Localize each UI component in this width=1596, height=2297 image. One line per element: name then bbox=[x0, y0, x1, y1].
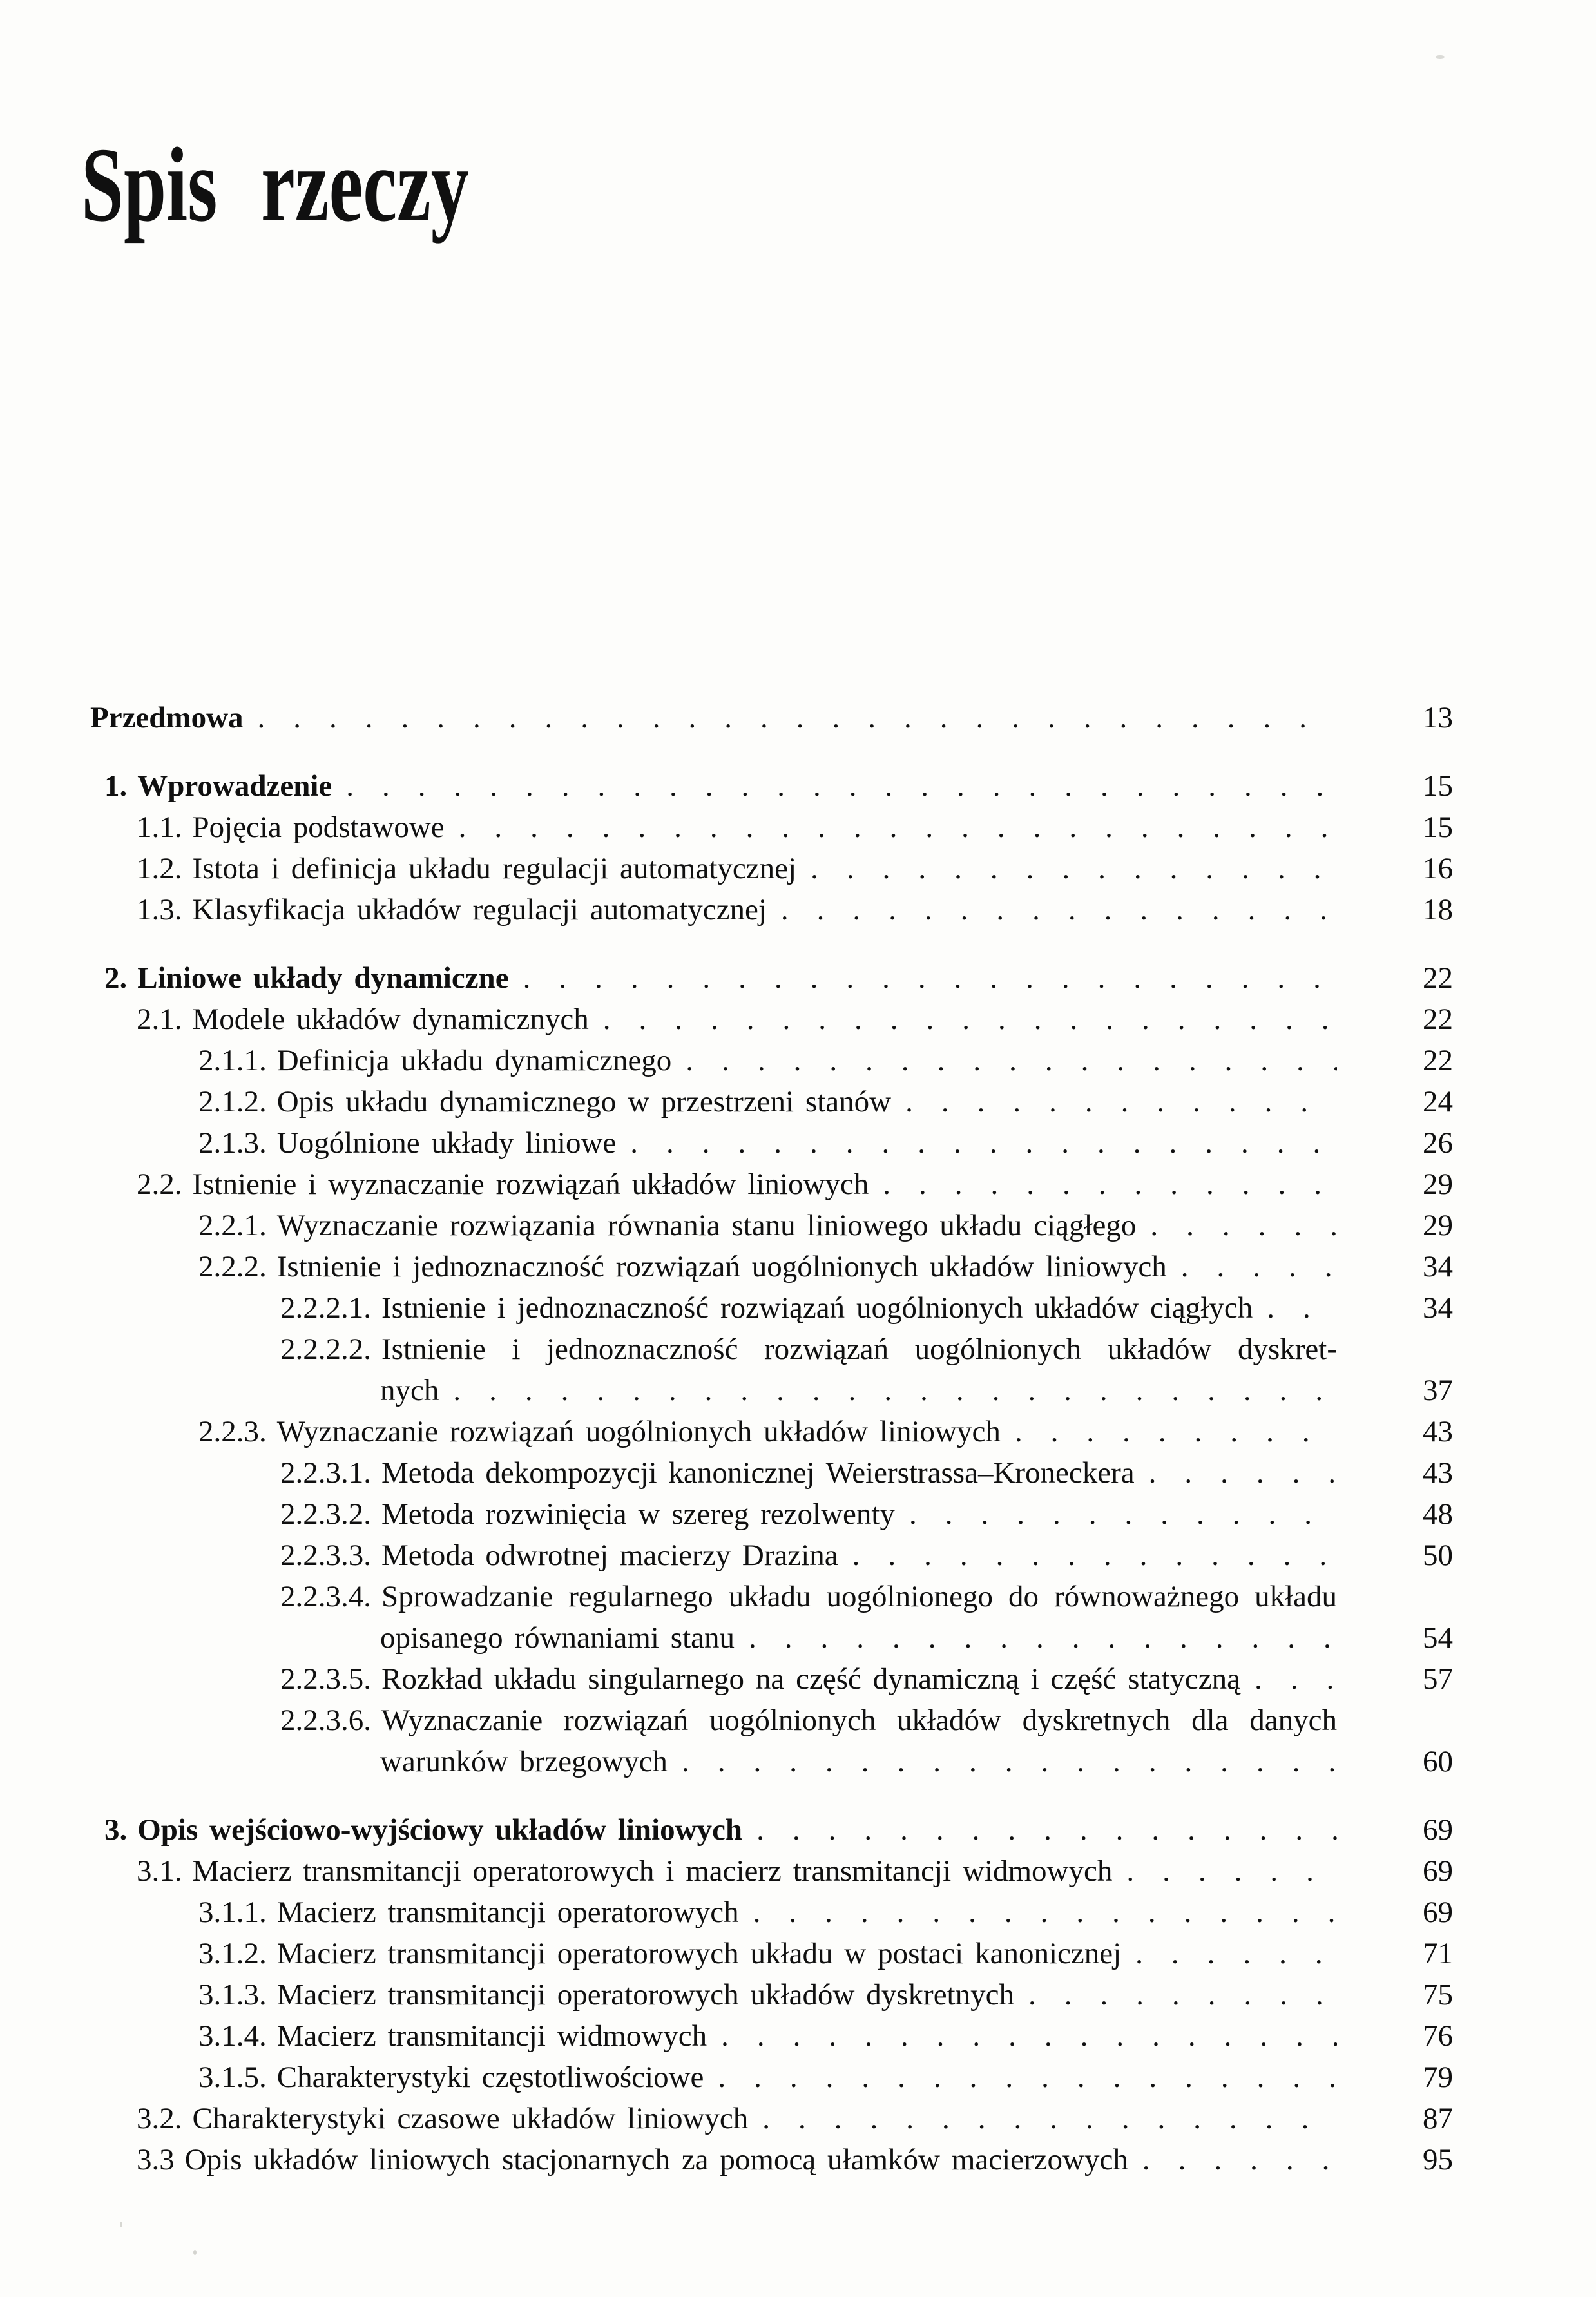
page-number: 43 bbox=[1423, 1456, 1453, 1490]
dot-leader bbox=[739, 1892, 1337, 1933]
entry-label: Istnienie i jednoznaczność rozwiązań uogólnionych układów ciągłych bbox=[381, 1291, 1253, 1325]
entry-number: 2.1.1. bbox=[198, 1044, 267, 1077]
entry-number: 1. bbox=[104, 769, 128, 803]
dot-leader bbox=[707, 2015, 1337, 2057]
page-number: 22 bbox=[1423, 1044, 1453, 1077]
page-number: 60 bbox=[1423, 1745, 1453, 1778]
page-number: 75 bbox=[1423, 1978, 1453, 2012]
page-number: 22 bbox=[1423, 1003, 1453, 1036]
page-number: 95 bbox=[1423, 2143, 1453, 2177]
dot-leader bbox=[332, 765, 1337, 807]
entry-label-continuation: nych bbox=[380, 1374, 439, 1407]
entry-label-continuation: warunków brzegowych bbox=[380, 1745, 668, 1778]
page-number: 34 bbox=[1423, 1291, 1453, 1325]
entry-number: 2.2.3.4. bbox=[280, 1580, 371, 1613]
page-number: 37 bbox=[1423, 1374, 1453, 1407]
entry-number: 3.1.5. bbox=[198, 2061, 267, 2094]
toc-entry bbox=[90, 1081, 1453, 1122]
entry-label: Wyznaczanie rozwiązania równania stanu liniowego układu ciągłego bbox=[276, 1209, 1137, 1242]
entry-number: 2.2.3.3. bbox=[280, 1539, 371, 1572]
entry-label: Opis układu dynamicznego w przestrzeni stanów bbox=[276, 1085, 892, 1119]
entry-label: Wyznaczanie rozwiązań uogólnionych układów liniowych bbox=[276, 1415, 1001, 1448]
entry-label: Wprowadzenie bbox=[137, 769, 332, 803]
page-number: 76 bbox=[1423, 2019, 1453, 2053]
entry-label: Metoda rozwinięcia w szereg rezolwenty bbox=[381, 1497, 895, 1531]
entry-label: Metoda dekompozycji kanonicznej Weierstrassa–Kroneckera bbox=[381, 1456, 1135, 1490]
table-of-contents bbox=[90, 697, 1453, 2180]
entry-label: Opis układów liniowych stacjonarnych za pomocą ułamków macierzowych bbox=[184, 2143, 1128, 2177]
entry-label: Istnienie i wyznaczanie rozwiązań układów liniowych bbox=[192, 1168, 869, 1201]
scan-artifact bbox=[193, 2250, 197, 2255]
toc-entry bbox=[90, 807, 1453, 848]
dot-leader bbox=[1136, 1205, 1337, 1246]
dot-leader bbox=[796, 848, 1337, 889]
page-number: 34 bbox=[1423, 1250, 1453, 1283]
entry-number: 3.3 bbox=[137, 2143, 175, 2177]
toc-entry bbox=[90, 1658, 1453, 1700]
entry-number: 2.2.3.1. bbox=[280, 1456, 371, 1490]
page-number: 54 bbox=[1423, 1621, 1453, 1655]
page-number: 71 bbox=[1423, 1937, 1453, 1970]
toc-entry bbox=[90, 889, 1453, 930]
dot-leader bbox=[1014, 1974, 1337, 2015]
toc-entry bbox=[90, 1535, 1453, 1576]
entry-number: 2.2.2.1. bbox=[280, 1291, 371, 1325]
entry-label: Definicja układu dynamicznego bbox=[276, 1044, 672, 1077]
page-number: 79 bbox=[1423, 2061, 1453, 2094]
toc-entry bbox=[90, 1164, 1453, 1205]
toc-entry bbox=[90, 2057, 1453, 2098]
entry-label: Liniowe układy dynamiczne bbox=[137, 961, 509, 995]
entry-label: Istota i definicja układu regulacji automatycznej bbox=[192, 852, 797, 885]
entry-label: Modele układów dynamicznych bbox=[192, 1003, 589, 1036]
page-number: 24 bbox=[1423, 1085, 1453, 1119]
toc-entry bbox=[90, 1700, 1453, 1741]
dot-leader bbox=[1112, 1850, 1337, 1892]
dot-leader bbox=[1240, 1658, 1337, 1700]
dot-leader bbox=[668, 1741, 1337, 1782]
dot-leader bbox=[767, 889, 1337, 930]
toc-entry bbox=[90, 1411, 1453, 1452]
toc-entry bbox=[90, 2015, 1453, 2057]
page-number: 16 bbox=[1423, 852, 1453, 885]
toc-entry bbox=[90, 2139, 1453, 2180]
dot-leader bbox=[671, 1040, 1337, 1081]
entry-number: 2.2.1. bbox=[198, 1209, 267, 1242]
entry-number: 3.1.3. bbox=[198, 1978, 267, 2012]
toc-entry bbox=[90, 1287, 1453, 1329]
page-number: 22 bbox=[1423, 961, 1453, 995]
dot-leader bbox=[1167, 1246, 1337, 1287]
toc-entry bbox=[90, 999, 1453, 1040]
page-number: 69 bbox=[1423, 1896, 1453, 1929]
page-number: 69 bbox=[1423, 1813, 1453, 1847]
dot-leader bbox=[1128, 2139, 1337, 2180]
dot-leader bbox=[838, 1535, 1337, 1576]
entry-number: 3.1.1. bbox=[198, 1896, 267, 1929]
toc-entry bbox=[90, 1850, 1453, 1892]
entry-label: Istnienie i jednoznaczność rozwiązań uogólnionych układów liniowych bbox=[276, 1250, 1167, 1283]
page-number: 18 bbox=[1423, 893, 1453, 927]
entry-number: 3.2. bbox=[137, 2102, 182, 2135]
page-number: 48 bbox=[1423, 1497, 1453, 1531]
entry-label-continuation: opisanego równaniami stanu bbox=[380, 1621, 735, 1655]
toc-entry bbox=[90, 1452, 1453, 1494]
toc-entry-continuation bbox=[90, 1617, 1453, 1658]
toc-entry bbox=[90, 1933, 1453, 1974]
toc-entry bbox=[90, 1122, 1453, 1164]
dot-leader bbox=[1121, 1933, 1337, 1974]
toc-entry bbox=[90, 1974, 1453, 2015]
dot-leader bbox=[869, 1164, 1337, 1205]
entry-label: Opis wejściowo-wyjściowy układów liniowych bbox=[137, 1813, 743, 1847]
entry-label: Klasyfikacja układów regulacji automatycznej bbox=[192, 893, 767, 927]
entry-label: Pojęcia podstawowe bbox=[192, 811, 445, 844]
toc-entry bbox=[90, 2098, 1453, 2139]
toc-entry bbox=[90, 1246, 1453, 1287]
toc-entry bbox=[90, 765, 1453, 807]
toc-entry bbox=[90, 1329, 1453, 1370]
page-number: 50 bbox=[1423, 1539, 1453, 1572]
dot-leader bbox=[244, 697, 1337, 738]
toc-entry-continuation bbox=[90, 1370, 1453, 1411]
entry-number: 2.1.3. bbox=[198, 1126, 267, 1160]
dot-leader bbox=[445, 807, 1337, 848]
scan-artifact bbox=[1436, 55, 1445, 59]
toc-entry bbox=[90, 957, 1453, 999]
dot-leader bbox=[748, 2098, 1337, 2139]
toc-entry bbox=[90, 1205, 1453, 1246]
entry-label: Istnienie i jednoznaczność rozwiązań uogólnionych układów dyskret- bbox=[381, 1332, 1337, 1366]
entry-label: Macierz transmitancji widmowych bbox=[276, 2019, 707, 2053]
page-number: 57 bbox=[1423, 1662, 1453, 1696]
entry-label: Macierz transmitancji operatorowych bbox=[276, 1896, 739, 1929]
dot-leader bbox=[439, 1370, 1337, 1411]
entry-number: 3.1.2. bbox=[198, 1937, 267, 1970]
toc-entry bbox=[90, 1892, 1453, 1933]
page-number: 87 bbox=[1423, 2102, 1453, 2135]
dot-leader bbox=[509, 957, 1337, 999]
dot-leader bbox=[589, 999, 1337, 1040]
toc-entry bbox=[90, 1494, 1453, 1535]
dot-leader bbox=[735, 1617, 1337, 1658]
entry-number: 3.1. bbox=[137, 1854, 182, 1888]
entry-number: 2.2.3.6. bbox=[280, 1704, 371, 1737]
toc-entry bbox=[90, 1576, 1453, 1617]
dot-leader bbox=[742, 1809, 1337, 1850]
dot-leader bbox=[616, 1122, 1337, 1164]
entry-number: 2.2.3.2. bbox=[280, 1497, 371, 1531]
entry-label: Przedmowa bbox=[90, 701, 244, 735]
dot-leader bbox=[1135, 1452, 1337, 1494]
dot-leader bbox=[1253, 1287, 1337, 1329]
entry-number: 3.1.4. bbox=[198, 2019, 267, 2053]
entry-label: Macierz transmitancji operatorowych układów dyskretnych bbox=[276, 1978, 1014, 2012]
entry-label: Charakterystyki częstotliwościowe bbox=[276, 2061, 704, 2094]
entry-number: 2.1.2. bbox=[198, 1085, 267, 1119]
page-number: 15 bbox=[1423, 769, 1453, 803]
page-number: 29 bbox=[1423, 1209, 1453, 1242]
entry-number: 2.2.2. bbox=[198, 1250, 267, 1283]
entry-number: 2.2. bbox=[137, 1168, 182, 1201]
entry-number: 2.2.3.5. bbox=[280, 1662, 371, 1696]
page-number: 43 bbox=[1423, 1415, 1453, 1448]
page-number: 15 bbox=[1423, 811, 1453, 844]
entry-number: 2. bbox=[104, 961, 128, 995]
entry-label: Charakterystyki czasowe układów liniowych bbox=[192, 2102, 749, 2135]
page-number: 29 bbox=[1423, 1168, 1453, 1201]
page-number: 13 bbox=[1423, 701, 1453, 735]
entry-number: 2.1. bbox=[137, 1003, 182, 1036]
page-title: Spis rzeczy bbox=[81, 126, 470, 244]
entry-number: 2.2.3. bbox=[198, 1415, 267, 1448]
entry-number: 1.1. bbox=[137, 811, 182, 844]
entry-label: Rozkład układu singularnego na część dynamiczną i część statyczną bbox=[381, 1662, 1241, 1696]
entry-label: Metoda odwrotnej macierzy Drazina bbox=[381, 1539, 838, 1572]
entry-number: 3. bbox=[104, 1813, 128, 1847]
entry-label: Sprowadzanie regularnego układu uogólnionego do równoważnego układu bbox=[381, 1580, 1337, 1613]
entry-label: Macierz transmitancji operatorowych układu w postaci kanonicznej bbox=[276, 1937, 1122, 1970]
toc-entry bbox=[90, 1040, 1453, 1081]
scan-artifact bbox=[120, 2222, 122, 2227]
toc-entry bbox=[90, 848, 1453, 889]
entry-label: Macierz transmitancji operatorowych i macierz transmitancji widmowych bbox=[192, 1854, 1113, 1888]
entry-label: Uogólnione układy liniowe bbox=[276, 1126, 617, 1160]
toc-entry bbox=[90, 1809, 1453, 1850]
dot-leader bbox=[895, 1494, 1337, 1535]
dot-leader bbox=[891, 1081, 1337, 1122]
entry-label: Wyznaczanie rozwiązań uogólnionych układów dyskretnych dla danych bbox=[381, 1704, 1337, 1737]
entry-number: 1.3. bbox=[137, 893, 182, 927]
page-number: 26 bbox=[1423, 1126, 1453, 1160]
entry-number: 1.2. bbox=[137, 852, 182, 885]
dot-leader bbox=[704, 2057, 1337, 2098]
toc-entry bbox=[90, 697, 1453, 738]
dot-leader bbox=[1001, 1411, 1337, 1452]
entry-number: 2.2.2.2. bbox=[280, 1332, 371, 1366]
toc-entry-continuation bbox=[90, 1741, 1453, 1782]
page-number: 69 bbox=[1423, 1854, 1453, 1888]
